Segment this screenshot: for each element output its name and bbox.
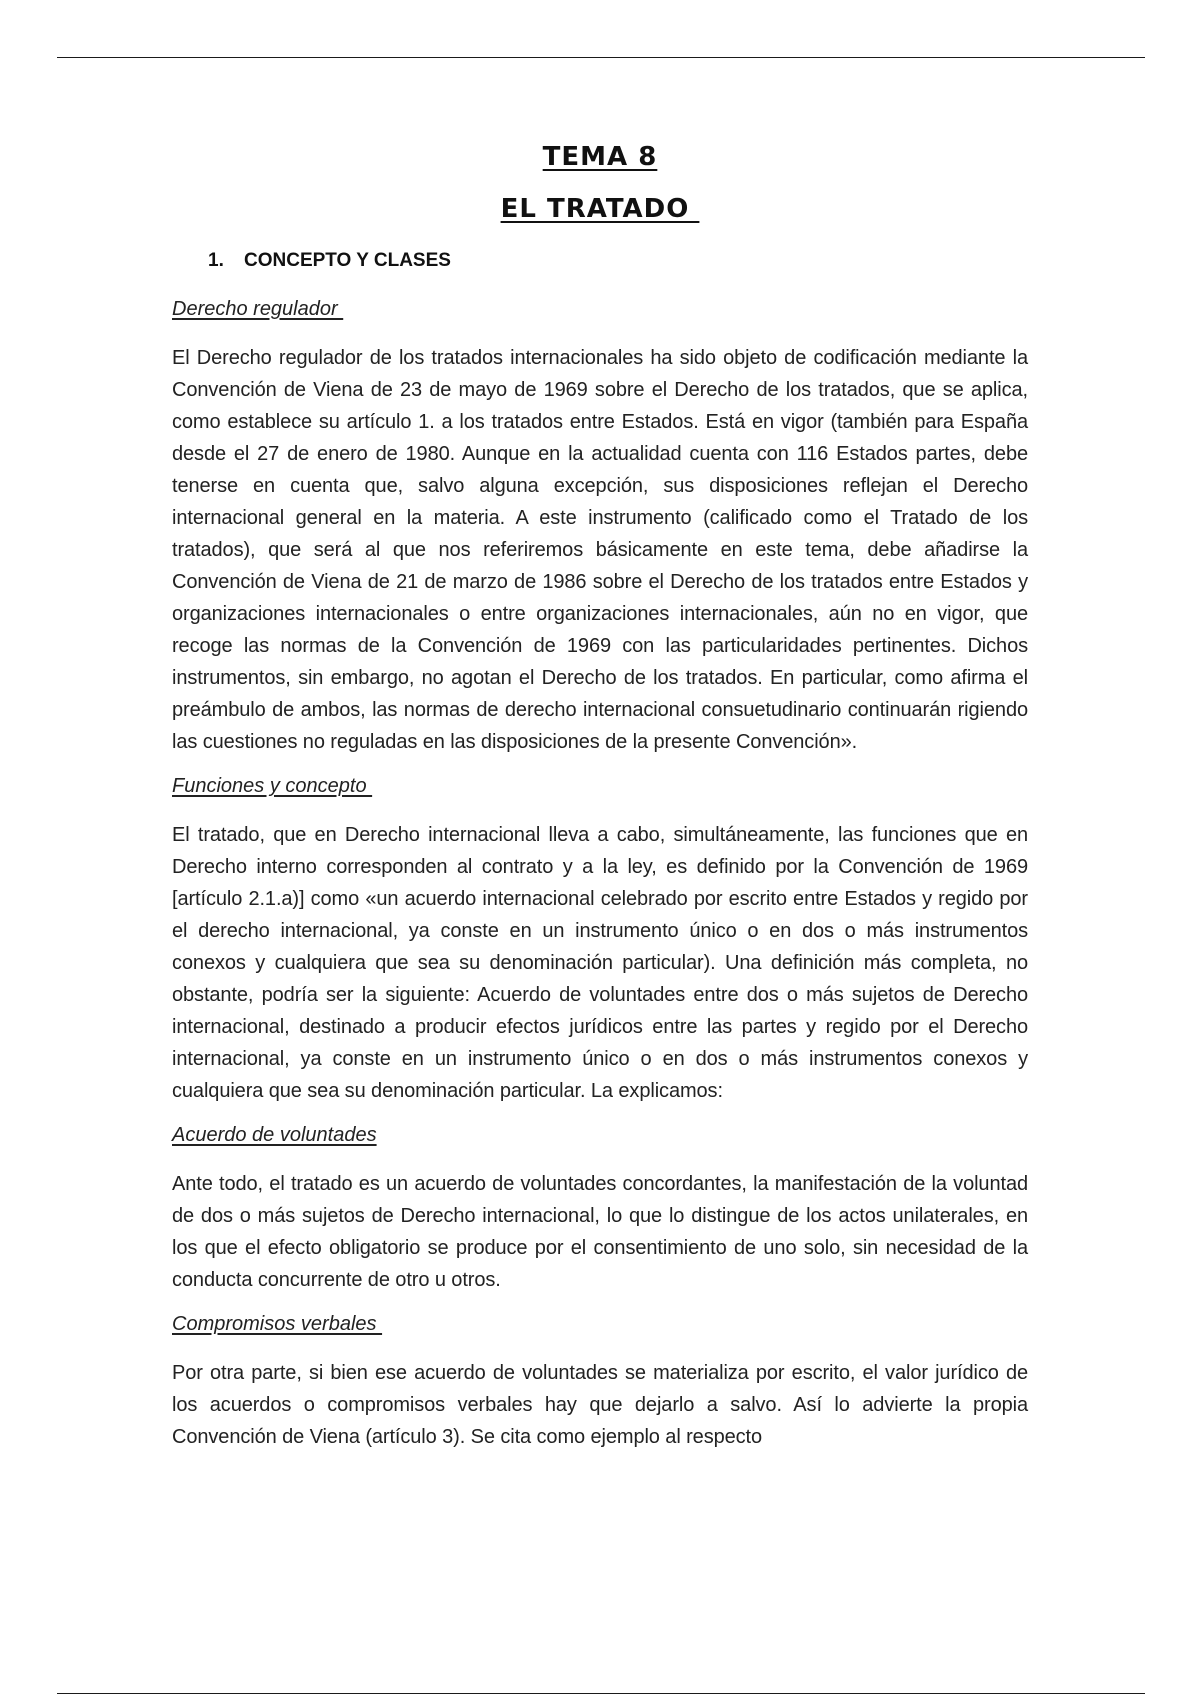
document-title-tratado: EL TRATADO: [500, 194, 700, 224]
subheading-compromisos-verbales: Compromisos verbales: [172, 1313, 383, 1335]
document-body: [172, 296, 1028, 1468]
subheading-funciones-concepto: Funciones y concepto: [172, 775, 373, 797]
section-heading: [208, 250, 451, 272]
subheading-acuerdo-voluntades: Acuerdo de voluntades: [172, 1124, 377, 1146]
paragraph-derecho-regulador: El Derecho regulador de los tratados internacionales ha sido objeto de codificación mediante la Convención de Viena de 23 de mayo de 1969 sobre el Derecho de los tratados, que se aplica, como establece su artículo 1. a los tratados entre Estados. Está en vigor (también para España desde el 27 de enero de 1980. Aunque en la actualidad cuenta con 116 Estados partes, debe tenerse en cuenta que, salvo alguna excepción, sus disposiciones reflejan el Derecho internacional general en la materia. A este instrumento (calificado como el Tratado de los tratados), que será al que nos referiremos básicamente en este tema, debe añadirse la Convención de Viena de 21 de marzo de 1986 sobre el Derecho de los tratados entre Estados y organizaciones internacionales o entre organizaciones internacionales, aún no en vigor, que recoge las normas de la Convención de 1969 con las particularidades pertinentes. Dichos instrumentos, sin embargo, no agotan el Derecho de los tratados. En particular, como afirma el preámbulo de ambos, las normas de derecho internacional consuetudinario continuarán rigiendo las cuestiones no reguladas en las disposiciones de la presente Convención».: [172, 347, 1028, 753]
paragraph-acuerdo-voluntades: Ante todo, el tratado es un acuerdo de voluntades concordantes, la manifestación de la voluntad de dos o más sujetos de Derecho internacional, lo que lo distingue de los actos unilaterales, en los que el efecto obligatorio se produce por el consentimiento de uno solo, sin necesidad de la conducta concurrente de otro u otros.: [172, 1173, 1028, 1291]
section-number: 1.: [208, 250, 224, 271]
top-rule: [57, 57, 1145, 58]
section-title: CONCEPTO Y CLASES: [244, 250, 451, 271]
subheading-derecho-regulador: Derecho regulador: [172, 298, 344, 320]
paragraph-compromisos-verbales: Por otra parte, si bien ese acuerdo de voluntades se materializa por escrito, el valor jurídico de los acuerdos o compromisos verbales hay que dejarlo a salvo. Así lo advierte la propia Convención de Viena (artículo 3). Se cita como ejemplo al respecto: [172, 1362, 1028, 1448]
bottom-rule: [57, 1693, 1145, 1694]
paragraph-funciones-concepto: El tratado, que en Derecho internacional lleva a cabo, simultáneamente, las funciones que en Derecho interno corresponden al contrato y a la ley, es definido por la Convención de 1969 [artículo 2.1.a)] como «un acuerdo internacional celebrado por escrito entre Estados y regido por el derecho internacional, ya conste en un instrumento único o en dos o más instrumentos conexos y cualquiera que sea su denominación particular). Una definición más completa, no obstante, podría ser la siguiente: Acuerdo de voluntades entre dos o más sujetos de Derecho internacional, destinado a producir efectos jurídicos entre las partes y regido por el Derecho internacional, ya conste en un instrumento único o en dos o más instrumentos conexos y cualquiera que sea su denominación particular. La explicamos:: [172, 824, 1028, 1102]
document-title-tema: TEMA 8: [542, 142, 658, 172]
